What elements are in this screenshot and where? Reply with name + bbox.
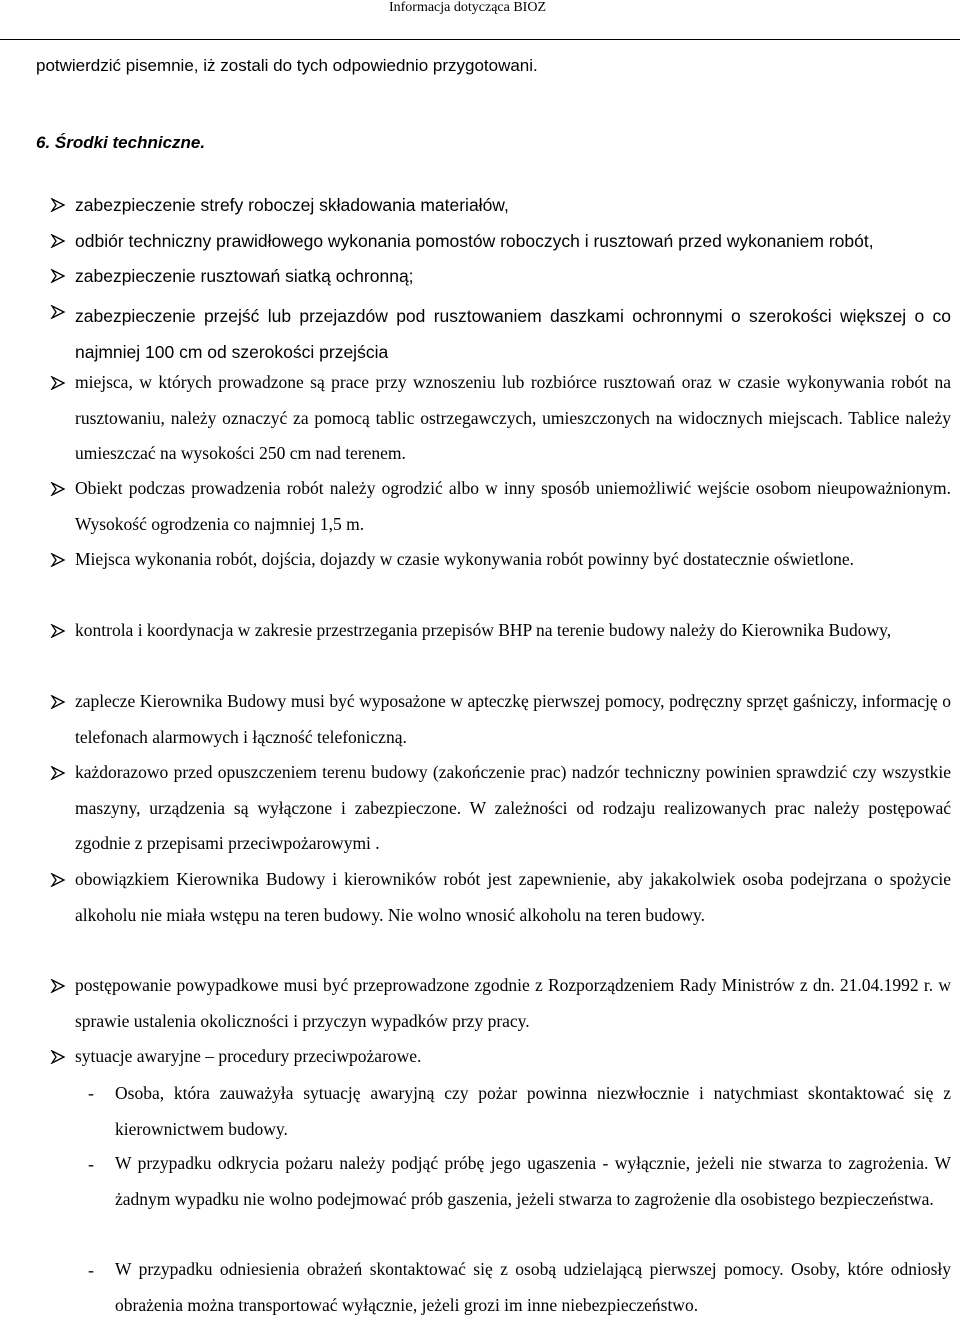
dash-bullet: - — [88, 1154, 94, 1174]
arrowhead-bullet-icon — [50, 873, 66, 887]
section-title: 6. Środki techniczne. — [36, 133, 206, 152]
arrowhead-bullet-icon — [50, 482, 66, 496]
dash-bullet: - — [88, 1260, 94, 1280]
list-item: miejsca, w których prowadzone są prace przy wznoszeniu lub rozbiórce rusztowań oraz w czasie wykonywania robót na rusztowaniu, należy oznaczyć za pomocą tablic ostrzegawczych, umieszczonych na widocznych miejscach. Tablice należy umieszczać na wysokości 250 cm nad terenem. — [75, 372, 951, 463]
list-item: sytuacje awaryjne – procedury przeciwpożarowe. — [75, 1046, 422, 1066]
arrowhead-bullet-icon — [50, 269, 66, 283]
list-item: zabezpieczenie strefy roboczej składowania materiałów, — [75, 195, 509, 215]
list-item: odbiór techniczny prawidłowego wykonania pomostów roboczych i rusztowań przed wykonaniem robót, — [75, 231, 874, 251]
arrowhead-bullet-icon — [50, 305, 66, 319]
list-item: kontrola i koordynacja w zakresie przestrzegania przepisów BHP na terenie budowy należy do Kierownika Budowy, — [75, 620, 892, 640]
arrowhead-bullet-icon — [50, 695, 66, 709]
dash-bullet: - — [88, 1083, 94, 1103]
sub-list-item: W przypadku odkrycia pożaru należy podjąć próbę jego ugaszenia - wyłącznie, jeżeli nie stwarza to zagrożenia. W żadnym wypadku nie wolno podejmować prób gaszenia, jeżeli stwarza to zagrożenie dla osobistego bezpieczeństwa. — [115, 1153, 951, 1209]
list-item: obowiązkiem Kierownika Budowy i kierowników robót jest zapewnienie, aby jakakolwiek osoba podejrzana o spożycie alkoholu nie miała wstępu na teren budowy. Nie wolno wnosić alkoholu na teren budowy. — [75, 869, 951, 925]
arrowhead-bullet-icon — [50, 624, 66, 638]
list-item: Miejsca wykonania robót, dojścia, dojazdy w czasie wykonywania robót powinny być dostatecznie oświetlone. — [75, 549, 855, 569]
header-title: Informacja dotycząca BIOZ — [388, 0, 546, 15]
arrowhead-bullet-icon — [50, 766, 66, 780]
list-item: zabezpieczenie przejść lub przejazdów pod rusztowaniem daszkami ochronnymi o szerokości większej o co najmniej 100 cm od szerokości przejścia — [75, 306, 951, 362]
list-item: zaplecze Kierownika Budowy musi być wyposażone w apteczkę pierwszej pomocy, podręczny sprzęt gaśniczy, informację o telefonach alarmowych i łączność telefoniczną. — [75, 691, 951, 747]
arrowhead-bullet-icon — [50, 979, 66, 993]
intro-text: potwierdzić pisemnie, iż zostali do tych odpowiednio przygotowani. — [36, 56, 538, 75]
sub-list-item: Osoba, która zauważyła sytuację awaryjną czy pożar powinna niezwłocznie i natychmiast skontaktować się z kierownictwem budowy. — [115, 1083, 951, 1139]
arrowhead-bullet-icon — [50, 553, 66, 567]
list-item: każdorazowo przed opuszczeniem terenu budowy (zakończenie prac) nadzór techniczny powinien sprawdzić czy wszystkie maszyny, urządzenia są wyłączone i zabezpieczone. W zależności od rodzaju realizowanych prac należy postępować zgodnie z przepisami przeciwpożarowymi . — [75, 762, 951, 853]
page-header — [0, 0, 960, 40]
arrowhead-bullet-icon — [50, 376, 66, 390]
arrowhead-bullet-icon — [50, 1050, 66, 1064]
list-item: postępowanie powypadkowe musi być przeprowadzone zgodnie z Rozporządzeniem Rady Ministrów z dn. 21.04.1992 r. w sprawie ustalenia okoliczności i przyczyn wypadków przy pracy. — [75, 975, 951, 1031]
sub-list-item: W przypadku odniesienia obrażeń skontaktować się z osobą udzielającą pierwszej pomocy. Osoby, które odniosły obrażenia można transportować wyłącznie, jeżeli grozi im inne niebezpieczeństwo. — [115, 1259, 951, 1315]
list-item: zabezpieczenie rusztowań siatką ochronną; — [75, 266, 414, 286]
arrowhead-bullet-icon — [50, 198, 66, 212]
list-item: Obiekt podczas prowadzenia robót należy ogrodzić albo w inny sposób uniemożliwić wejście osobom nieupoważnionym. Wysokość ogrodzenia co najmniej 1,5 m. — [75, 478, 951, 534]
arrowhead-bullet-icon — [50, 234, 66, 248]
